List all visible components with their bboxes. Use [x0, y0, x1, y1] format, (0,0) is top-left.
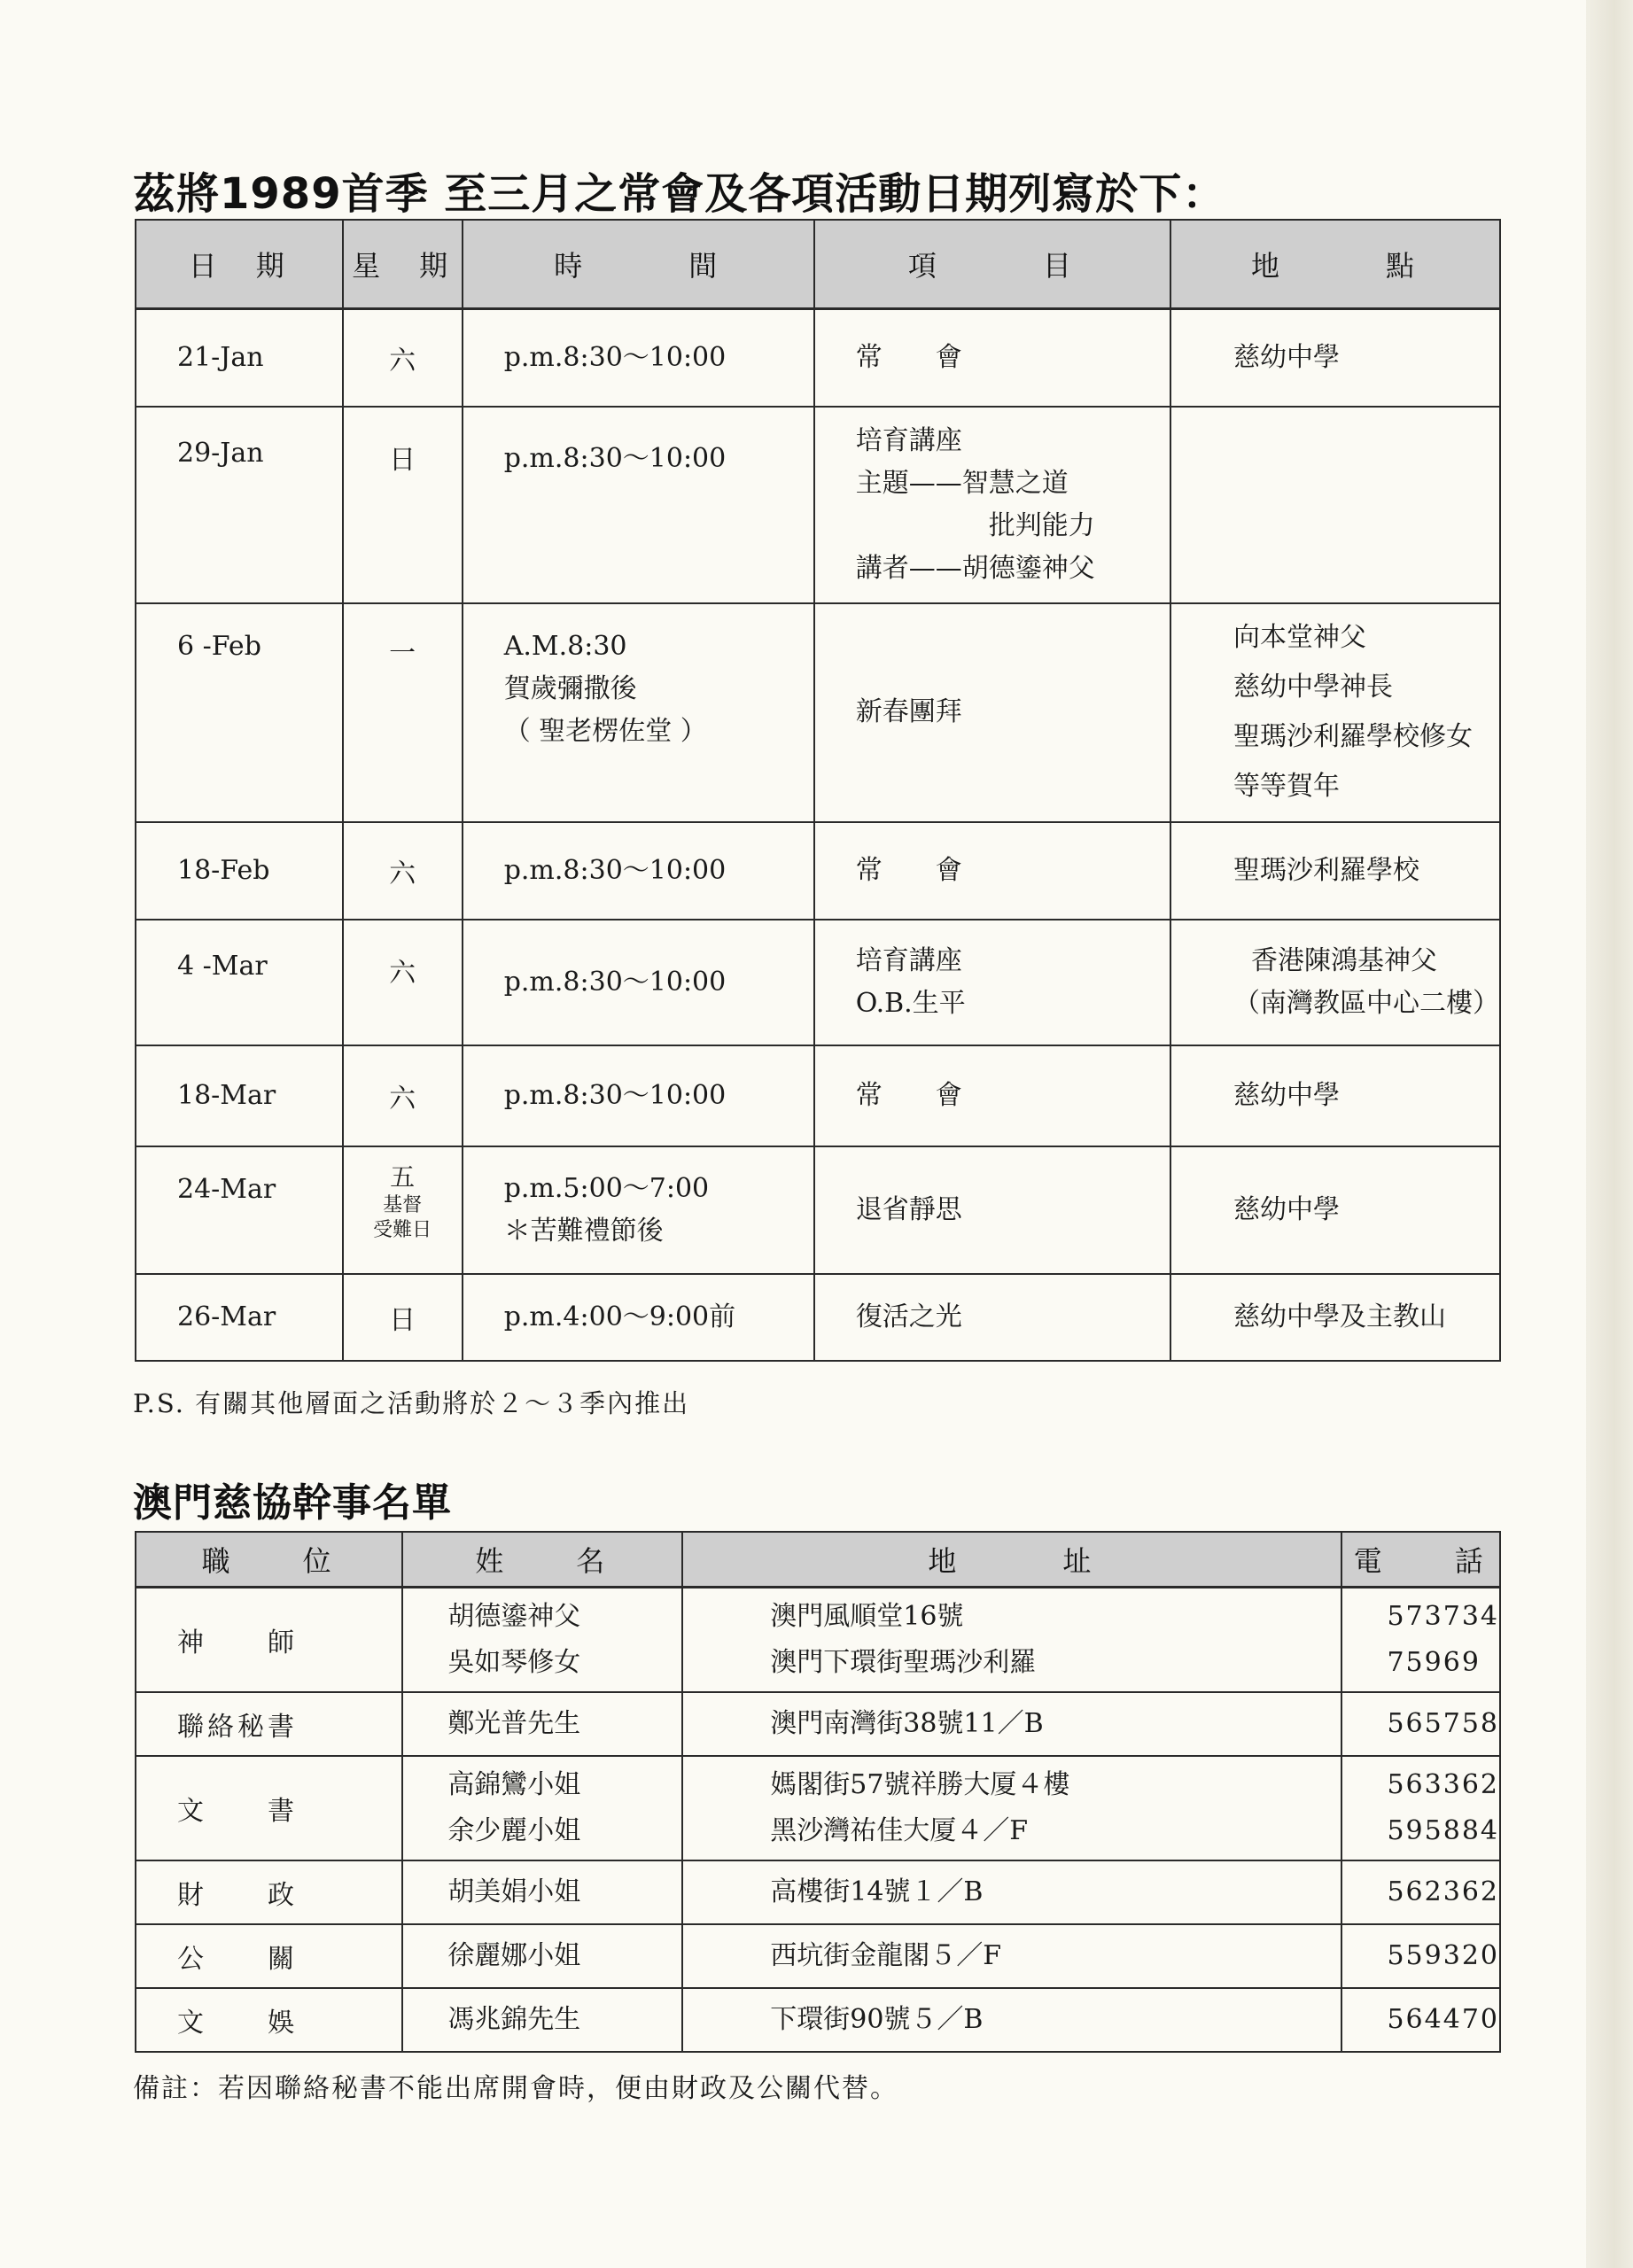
row-item: [814, 1274, 1170, 1361]
officers-heading: 澳門慈協幹事名單: [133, 1480, 452, 1526]
officer-address: [682, 1924, 1341, 1988]
officer-phone: [1341, 1860, 1500, 1924]
row-place: [1170, 407, 1500, 603]
address-line: 下環街90號５／B: [770, 2003, 984, 2035]
row-weekday: 日: [343, 1274, 463, 1361]
schedule-header-row: [136, 220, 1500, 309]
row-time: [463, 822, 814, 920]
header-name: 姓 名: [402, 1532, 682, 1588]
time-line: p.m.8:30～10:00: [503, 442, 727, 474]
name-line: 高錦鸞小姐: [447, 1768, 581, 1800]
officer-role: 神 師: [136, 1588, 402, 1692]
address-line: 澳門下環街聖瑪沙利羅: [770, 1646, 1037, 1678]
weekday-note: 受難日: [373, 1218, 432, 1241]
officer-name: [402, 1860, 682, 1924]
row-time: [463, 1146, 814, 1274]
row-place: [1170, 1274, 1500, 1361]
schedule-row: [136, 407, 1500, 603]
row-date: 26-Mar: [136, 1274, 343, 1361]
phone-line: 573734: [1387, 1600, 1499, 1632]
schedule-row: [136, 1274, 1500, 1361]
officer-name: [402, 1756, 682, 1860]
officer-address: [682, 1588, 1341, 1692]
name-line: 余少麗小姐: [447, 1814, 581, 1846]
officer-phone: [1341, 1588, 1500, 1692]
weekday-note: 基督: [383, 1193, 423, 1216]
officer-address: [682, 1860, 1341, 1924]
schedule-row: [136, 822, 1500, 920]
officer-row: [136, 1588, 1500, 1692]
time-line: A.M.8:30: [503, 630, 627, 662]
address-line: 澳門南灣街38號11／B: [770, 1707, 1044, 1739]
item-line: 培育講座: [855, 944, 962, 976]
row-date: 18-Mar: [136, 1045, 343, 1146]
row-date: 21-Jan: [136, 309, 343, 407]
header-role: 職 位: [136, 1532, 402, 1588]
item-line: 講者——胡德鎏神父: [855, 552, 1095, 584]
place-line: 向本堂神父: [1233, 622, 1366, 653]
officer-name: [402, 1692, 682, 1756]
row-date: 6 -Feb: [136, 603, 343, 822]
officer-name: [402, 1588, 682, 1692]
item-line: 常 會: [855, 854, 962, 886]
officer-phone: [1341, 1756, 1500, 1860]
schedule-row: [136, 603, 1500, 822]
name-line: 胡美娟小姐: [447, 1876, 581, 1907]
officer-role: 財 政: [136, 1860, 402, 1924]
schedule-row: [136, 1146, 1500, 1274]
row-time: [463, 603, 814, 822]
place-line: 慈幼中學及主教山: [1233, 1301, 1446, 1332]
row-item: [814, 822, 1170, 920]
item-line: 培育講座: [855, 424, 962, 456]
item-line: 主題——智慧之道: [855, 467, 1069, 499]
header-item: 項 目: [814, 220, 1170, 309]
row-weekday: [343, 1146, 463, 1274]
time-line: （ 聖老楞佐堂 ）: [503, 715, 707, 747]
officers-header-row: [136, 1532, 1500, 1588]
item-line: O.B.生平: [855, 987, 966, 1019]
item-line: 批判能力: [988, 509, 1095, 541]
row-place: [1170, 822, 1500, 920]
item-line: 新春團拜: [855, 696, 962, 727]
name-line: 徐麗娜小姐: [447, 1939, 581, 1971]
item-line: 常 會: [855, 1079, 962, 1111]
place-line: 香港陳鴻基神父: [1251, 944, 1437, 976]
name-line: 吳如琴修女: [447, 1646, 581, 1678]
item-line: 退省靜思: [855, 1193, 962, 1225]
name-line: 胡德鎏神父: [447, 1600, 581, 1632]
phone-line: 75969: [1387, 1646, 1481, 1678]
row-weekday: 六: [343, 1045, 463, 1146]
officer-role: 公 關: [136, 1924, 402, 1988]
officer-phone: [1341, 1692, 1500, 1756]
time-line: p.m.4:00～9:00前: [503, 1301, 736, 1332]
time-line: p.m.8:30～10:00: [503, 966, 727, 998]
schedule-row: [136, 309, 1500, 407]
postscript: P.S. 有關其他層面之活動將於２～３季內推出: [133, 1388, 690, 1418]
officer-address: [682, 1756, 1341, 1860]
officer-row: [136, 1988, 1500, 2052]
row-date: 29-Jan: [136, 407, 343, 603]
row-time: [463, 1274, 814, 1361]
weekday-label: 五: [390, 1161, 416, 1192]
officer-address: [682, 1692, 1341, 1756]
row-time: [463, 920, 814, 1045]
officer-phone: [1341, 1988, 1500, 2052]
row-place: [1170, 1045, 1500, 1146]
place-line: 慈幼中學: [1233, 341, 1340, 373]
phone-line: 563362: [1387, 1768, 1499, 1800]
row-weekday: 六: [343, 920, 463, 1045]
place-line: 慈幼中學: [1233, 1193, 1340, 1225]
header-phone: 電 話: [1341, 1532, 1500, 1588]
place-line: 慈幼中學神長: [1233, 672, 1393, 703]
row-item: [814, 309, 1170, 407]
row-weekday: 日: [343, 407, 463, 603]
phone-line: 565758: [1387, 1707, 1499, 1739]
row-time: [463, 407, 814, 603]
header-place: 地 點: [1170, 220, 1500, 309]
time-line: ＊苦難禮節後: [503, 1215, 664, 1247]
officer-role: 文 書: [136, 1756, 402, 1860]
header-address: 地 址: [682, 1532, 1341, 1588]
officer-name: [402, 1924, 682, 1988]
row-date: 24-Mar: [136, 1146, 343, 1274]
schedule-row: [136, 920, 1500, 1045]
row-weekday: 六: [343, 309, 463, 407]
item-line: 復活之光: [855, 1301, 962, 1332]
time-line: p.m.8:30～10:00: [503, 1079, 727, 1111]
address-line: 媽閣街57號祥勝大厦４樓: [770, 1768, 1070, 1800]
address-line: 黑沙灣祐佳大厦４／F: [770, 1814, 1029, 1846]
row-time: [463, 309, 814, 407]
page-gutter: [1586, 0, 1633, 2268]
officers-table: [135, 1531, 1501, 2053]
officer-role: 文 娛: [136, 1988, 402, 2052]
footnote: 備註：若因聯絡秘書不能出席開會時，便由財政及公關代替。: [133, 2073, 898, 2104]
schedule-heading: 茲將1989首季 至三月之常會及各項活動日期列寫於下：: [133, 169, 1226, 219]
place-line: （南灣教區中心二樓）: [1233, 987, 1499, 1019]
address-line: 西坑街金龍閣５／F: [770, 1939, 1002, 1971]
time-line: p.m.8:30～10:00: [503, 854, 727, 886]
place-line: 聖瑪沙利羅學校: [1233, 854, 1419, 886]
phone-line: 562362: [1387, 1876, 1499, 1907]
header-weekday: 星 期: [343, 220, 463, 309]
row-date: 18-Feb: [136, 822, 343, 920]
officer-phone: [1341, 1924, 1500, 1988]
row-item: [814, 407, 1170, 603]
address-line: 澳門風順堂16號: [770, 1600, 964, 1632]
place-line: 聖瑪沙利羅學校修女: [1233, 721, 1473, 752]
name-line: 鄭光普先生: [447, 1707, 581, 1739]
item-line: 常 會: [855, 341, 962, 373]
address-line: 高樓街14號１／B: [770, 1876, 984, 1907]
row-date: 4 -Mar: [136, 920, 343, 1045]
place-line: 等等賀年: [1233, 771, 1340, 802]
row-weekday: 六: [343, 822, 463, 920]
schedule-table: [135, 219, 1501, 1362]
row-item: [814, 1045, 1170, 1146]
phone-line: 564470: [1387, 2003, 1499, 2035]
officer-row: [136, 1756, 1500, 1860]
time-line: p.m.5:00～7:00: [503, 1172, 710, 1204]
row-item: [814, 1146, 1170, 1274]
row-place: [1170, 1146, 1500, 1274]
officer-address: [682, 1988, 1341, 2052]
time-line: p.m.8:30～10:00: [503, 341, 727, 373]
officer-row: [136, 1924, 1500, 1988]
place-line: 慈幼中學: [1233, 1079, 1340, 1111]
schedule-row: [136, 1045, 1500, 1146]
officer-role: 聯絡秘書: [136, 1692, 402, 1756]
phone-line: 559320: [1387, 1939, 1499, 1971]
row-place: [1170, 603, 1500, 822]
row-item: [814, 603, 1170, 822]
officer-row: [136, 1860, 1500, 1924]
header-date: 日 期: [136, 220, 343, 309]
row-weekday: 一: [343, 603, 463, 822]
officer-row: [136, 1692, 1500, 1756]
row-place: [1170, 920, 1500, 1045]
phone-line: 595884: [1387, 1814, 1499, 1846]
header-time: 時 間: [463, 220, 814, 309]
row-time: [463, 1045, 814, 1146]
time-line: 賀歲彌撒後: [503, 672, 637, 704]
name-line: 馮兆錦先生: [447, 2003, 581, 2035]
row-item: [814, 920, 1170, 1045]
row-place: [1170, 309, 1500, 407]
officer-name: [402, 1988, 682, 2052]
